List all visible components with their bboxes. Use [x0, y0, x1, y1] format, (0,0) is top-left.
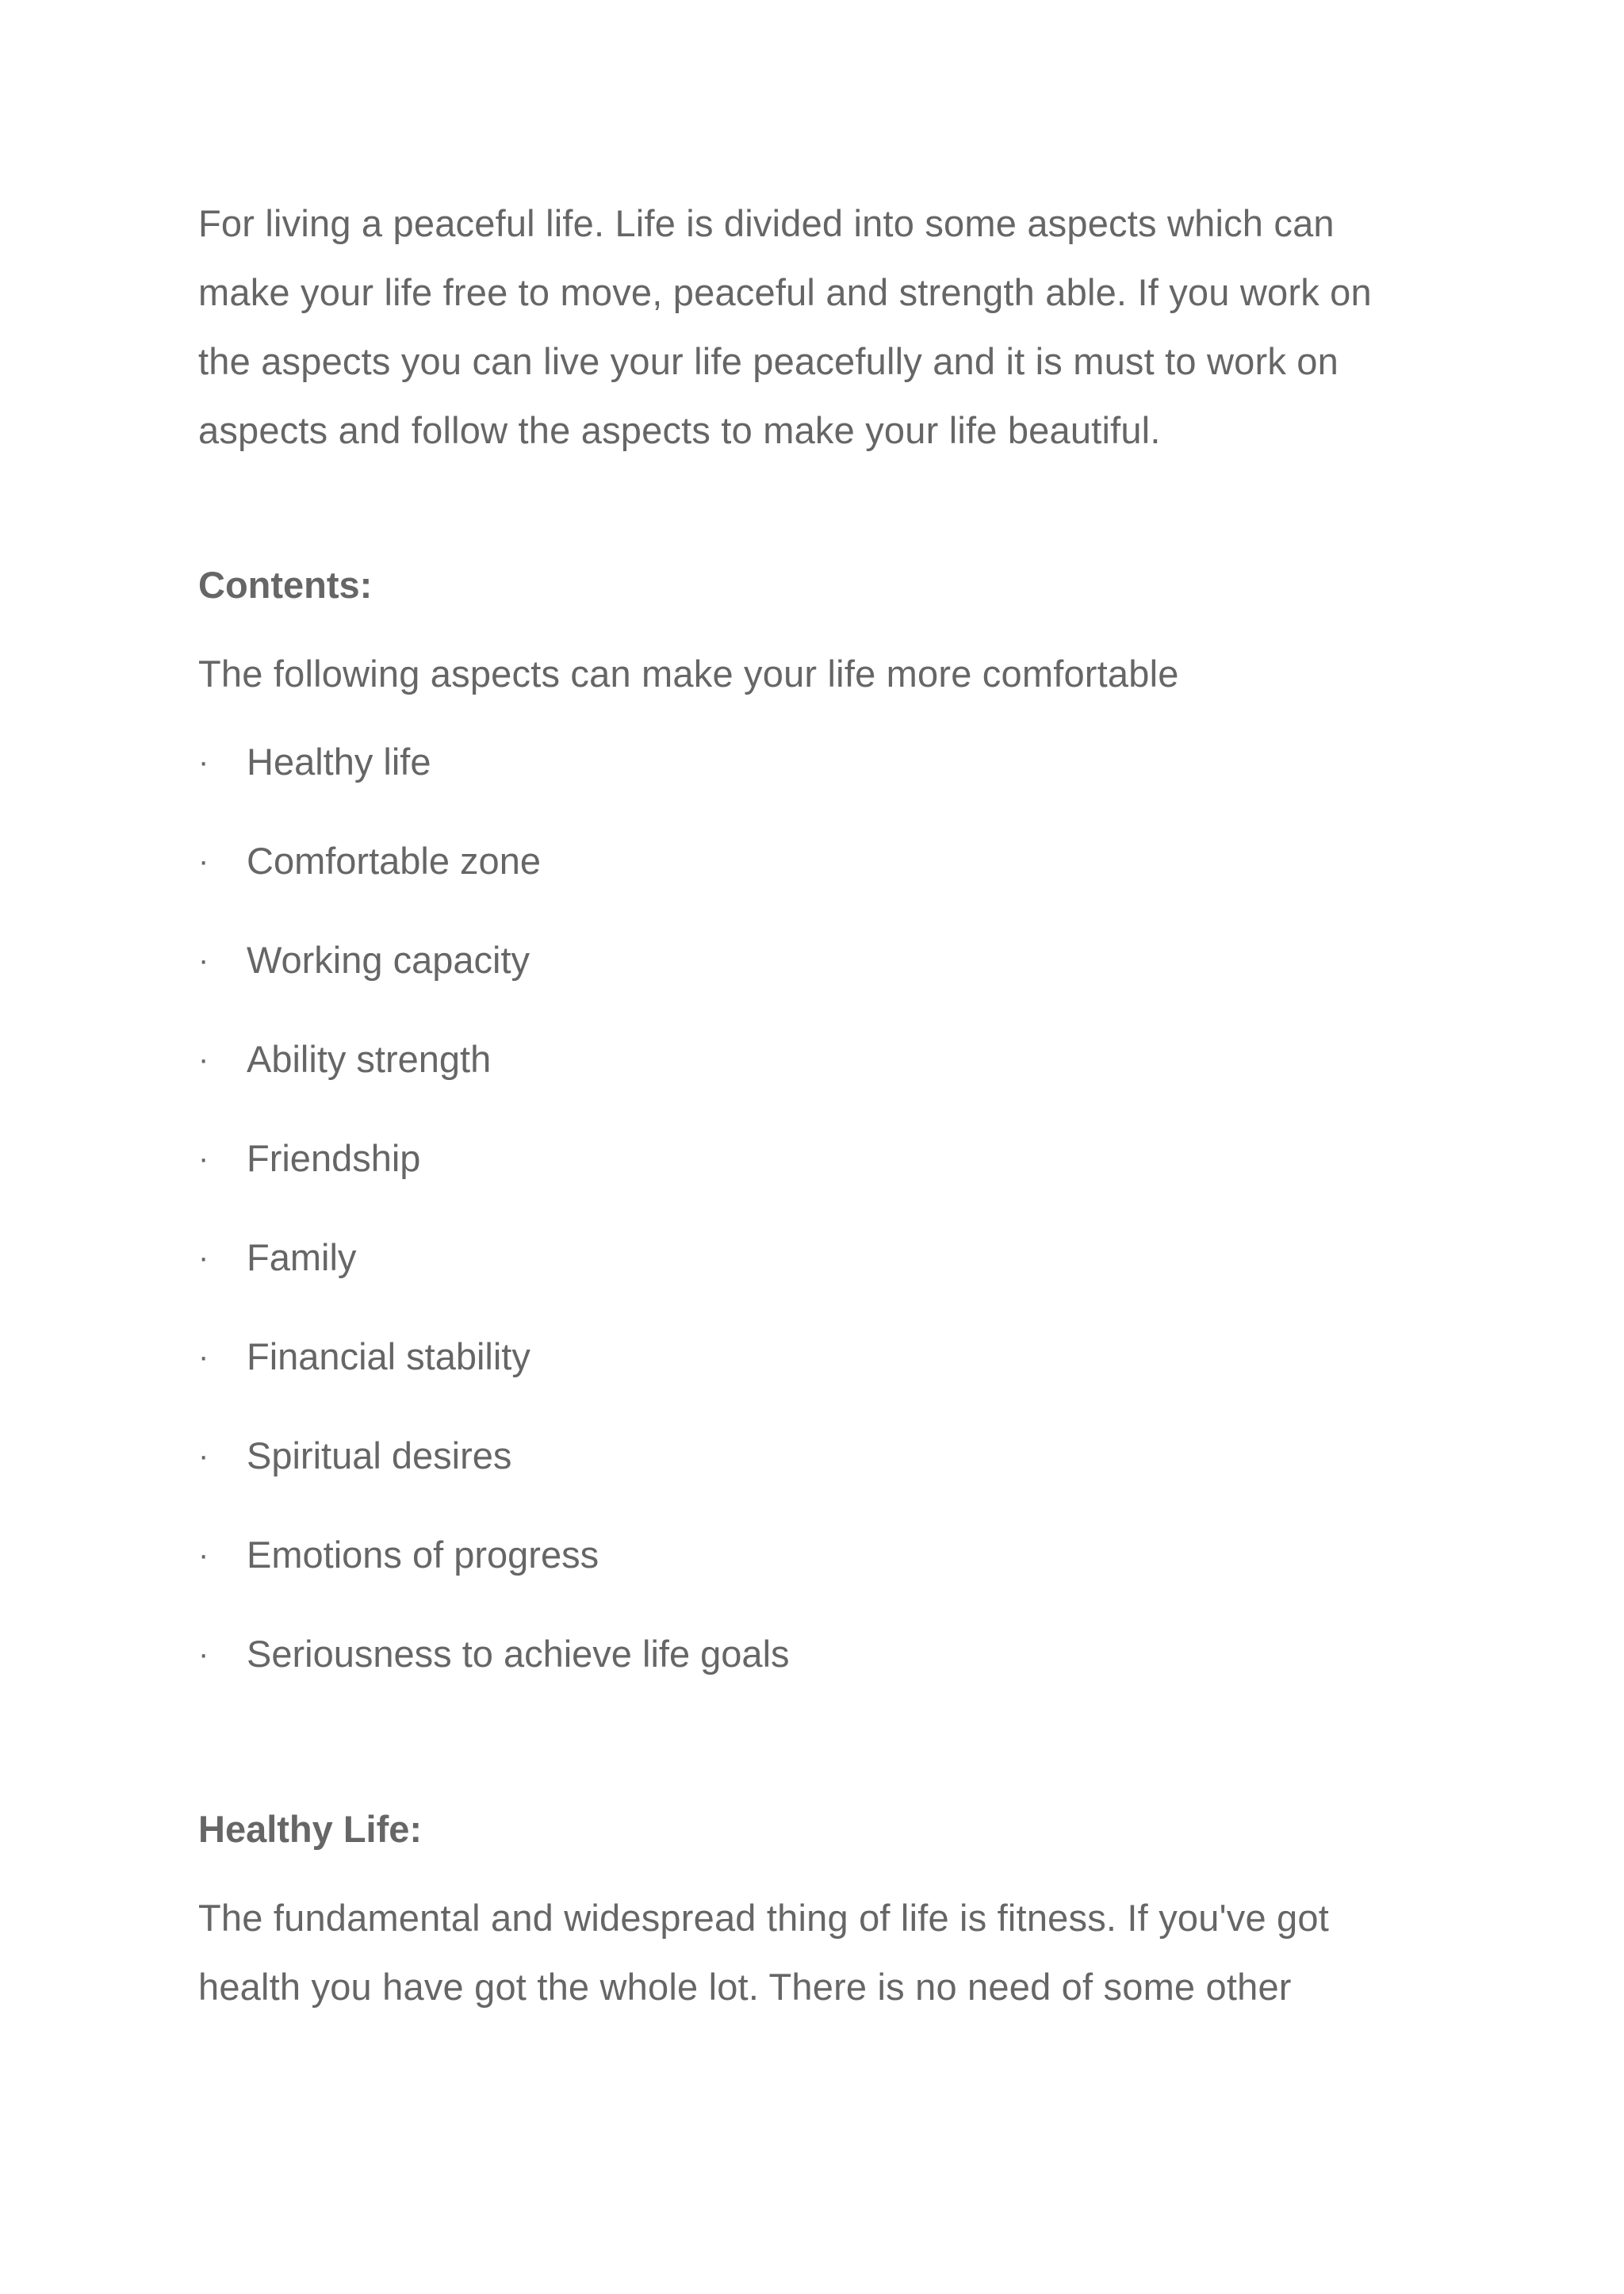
- document-content: [198, 189, 1435, 2021]
- intro-line: aspects and follow the aspects to make your life beautiful.: [198, 409, 1161, 451]
- list-item: [198, 836, 1435, 935]
- bullet-marker: ·: [198, 1637, 209, 1672]
- contents-lead: The following aspects can make your life more comfortable: [198, 653, 1179, 695]
- bullet-marker: ·: [198, 1240, 209, 1275]
- healthy-life-paragraph: [198, 1883, 1435, 2021]
- list-item: [198, 1430, 1435, 1530]
- list-item-text: Emotions of progress: [247, 1534, 599, 1576]
- bullet-marker: ·: [198, 1141, 209, 1176]
- list-item: [198, 1629, 1435, 1728]
- bullet-marker: ·: [198, 1438, 209, 1473]
- list-item-text: Healthy life: [247, 741, 431, 783]
- list-item: [198, 1133, 1435, 1232]
- bullet-marker: ·: [198, 844, 209, 879]
- bullet-marker: ·: [198, 1538, 209, 1572]
- bullet-marker: ·: [198, 943, 209, 978]
- list-item-text: Friendship: [247, 1137, 421, 1179]
- intro-line: make your life free to move, peaceful and strength able. If you work on: [198, 271, 1372, 313]
- list-item: [198, 1331, 1435, 1430]
- bullet-marker: ·: [198, 1042, 209, 1077]
- list-item: [198, 1530, 1435, 1629]
- list-item: [198, 1034, 1435, 1133]
- bullet-marker: ·: [198, 745, 209, 779]
- list-item-text: Financial stability: [247, 1335, 530, 1377]
- healthy-life-line: The fundamental and widespread thing of life is fitness. If you've got: [198, 1897, 1329, 1939]
- healthy-life-heading: Healthy Life:: [198, 1808, 423, 1850]
- list-item-text: Family: [247, 1236, 357, 1278]
- bullet-marker: ·: [198, 1339, 209, 1374]
- intro-line: the aspects you can live your life peacefully and it is must to work on: [198, 340, 1339, 382]
- intro-line: For living a peaceful life. Life is divided into some aspects which can: [198, 202, 1335, 244]
- list-item: [198, 1232, 1435, 1331]
- healthy-life-line: health you have got the whole lot. There is no need of some other: [198, 1966, 1292, 2008]
- list-item: [198, 737, 1435, 836]
- section-spacer: [198, 1728, 1435, 1804]
- list-item-text: Comfortable zone: [247, 840, 541, 882]
- contents-heading: Contents:: [198, 564, 373, 606]
- list-item: [198, 935, 1435, 1034]
- list-item-text: Working capacity: [247, 939, 530, 981]
- intro-paragraph: [198, 189, 1435, 465]
- list-item-text: Spiritual desires: [247, 1434, 512, 1476]
- list-item-text: Ability strength: [247, 1038, 492, 1080]
- contents-list: [198, 737, 1435, 1728]
- list-item-text: Seriousness to achieve life goals: [247, 1633, 790, 1675]
